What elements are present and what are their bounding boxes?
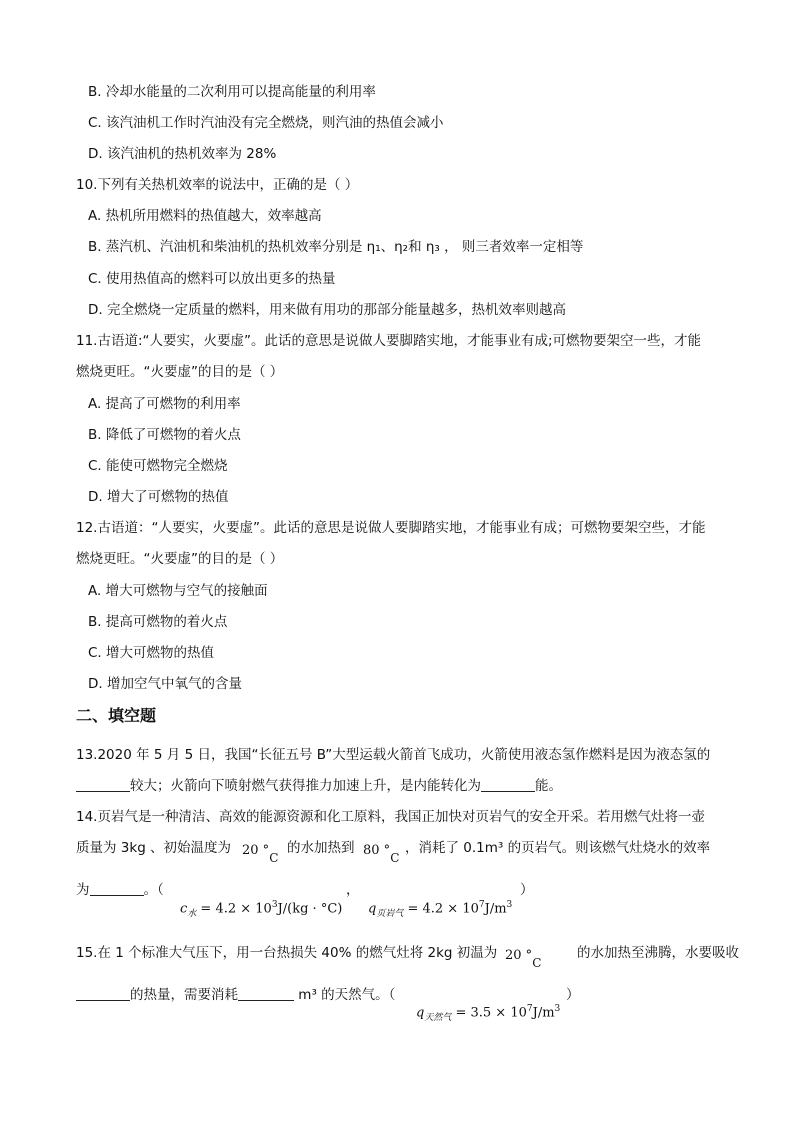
answer-blank[interactable]	[238, 986, 294, 1001]
q14-line2-start: 质量为 3kg 、初始温度为	[76, 840, 232, 856]
q9-option-b: B. 冷却水能量的二次利用可以提高能量的利用率	[88, 84, 376, 100]
q14-close-paren: ）	[520, 882, 534, 898]
q13-line2: 较大；火箭向下喷射燃气获得推力加速上升，是内能转化为 能。	[76, 777, 562, 795]
answer-blank[interactable]	[76, 777, 130, 792]
q15-natural-gas-heat-value-formula: $q_{天然气} = 3.5 \times 10^7J/m^3$	[416, 1004, 561, 1023]
q15-line1-start: 15.在 1 个标准大气压下，用一台热损失 40% 的燃气灶将 2kg 初温为	[76, 945, 498, 961]
q13-line1: 13.2020 年 5 月 5 日，我国“长征五号 B”大型运载火箭首飞成功，火箭使用液态氢作燃料是因为液态氢的	[76, 747, 711, 763]
q9-option-c: C. 该汽油机工作时汽油没有完全燃烧，则汽油的热值会减小	[88, 115, 444, 131]
q14-line2-end: ，消耗了 0.1m³ 的页岩气。则该燃气灶烧水的效率	[405, 840, 711, 856]
q14-temperature-final: 80 °C	[363, 843, 400, 865]
q12-stem-line2: 燃烧更旺。“火要虚”的目的是（ ）	[76, 551, 284, 567]
answer-blank[interactable]	[76, 986, 130, 1001]
q15-close-paren: ）	[566, 987, 580, 1003]
q14-temperature-initial: 20 °C	[242, 843, 279, 865]
q12-option-a: A. 增大可燃物与空气的接触面	[88, 583, 268, 599]
q10-stem: 10.下列有关热机效率的说法中，正确的是（ ）	[76, 177, 359, 193]
q10-option-d: D. 完全燃烧一定质量的燃料，用来做有用功的那部分能量越多，热机效率则越高	[88, 302, 566, 318]
q14-line2-mid: 的水加热到	[287, 840, 355, 856]
answer-blank[interactable]	[481, 777, 535, 792]
q11-option-b: B. 降低了可燃物的着火点	[88, 427, 241, 443]
q15-line2: 的热量，需要消耗 m³ 的天然气。（	[76, 986, 395, 1004]
q9-option-d: D. 该汽油机的热机效率为 28%	[88, 146, 277, 162]
q15-temperature-initial: 20 °C	[505, 948, 542, 970]
q14-line3: 为 。（	[76, 882, 164, 898]
q10-option-c: C. 使用热值高的燃料可以放出更多的热量	[88, 271, 336, 287]
q15-line1-end: 的水加热至沸腾，水要吸收	[577, 945, 739, 961]
q14-separator: ，	[346, 882, 360, 898]
section-title: 二、填空题	[76, 706, 157, 725]
answer-blank[interactable]	[90, 881, 144, 896]
q11-stem-line1: 11.古语道:“人要实，火要虚”。此话的意思是说做人要脚踏实地，才能事业有成;可燃物要架空一些，才能	[76, 333, 702, 349]
q12-option-c: C. 增大可燃物的热值	[88, 645, 215, 661]
q12-option-b: B. 提高可燃物的着火点	[88, 614, 228, 630]
q10-option-a: A. 热机所用燃料的热值越大，效率越高	[88, 208, 322, 224]
q11-option-a: A. 提高了可燃物的利用率	[88, 396, 241, 412]
q12-option-d: D. 增加空气中氧气的含量	[88, 676, 242, 692]
q11-stem-line2: 燃烧更旺。“火要虚”的目的是（ ）	[76, 364, 284, 380]
q14-line1: 14.页岩气是一种清洁、高效的能源资源和化工原料，我国正加快对页岩气的安全开采。若用燃气灶将一壶	[76, 809, 705, 825]
q10-option-b: B. 蒸汽机、汽油机和柴油机的热机效率分别是 η₁、η₂和 η₃ ， 则三者效率一定相等	[88, 239, 584, 255]
q14-water-specific-heat-formula: $c_水 = 4.2 \times 10^3J/(kg \cdot ^\circ C)$	[180, 900, 343, 919]
q11-option-d: D. 增大了可燃物的热值	[88, 489, 229, 505]
q14-shale-gas-heat-value-formula: $q_{页岩气} = 4.2 \times 10^7J/m^3$	[368, 900, 513, 919]
q12-stem-line1: 12.古语道：“人要实，火要虚”。此话的意思是说做人要脚踏实地，才能事业有成；可燃物要架空些，才能	[76, 520, 706, 536]
q11-option-c: C. 能使可燃物完全燃烧	[88, 458, 228, 474]
